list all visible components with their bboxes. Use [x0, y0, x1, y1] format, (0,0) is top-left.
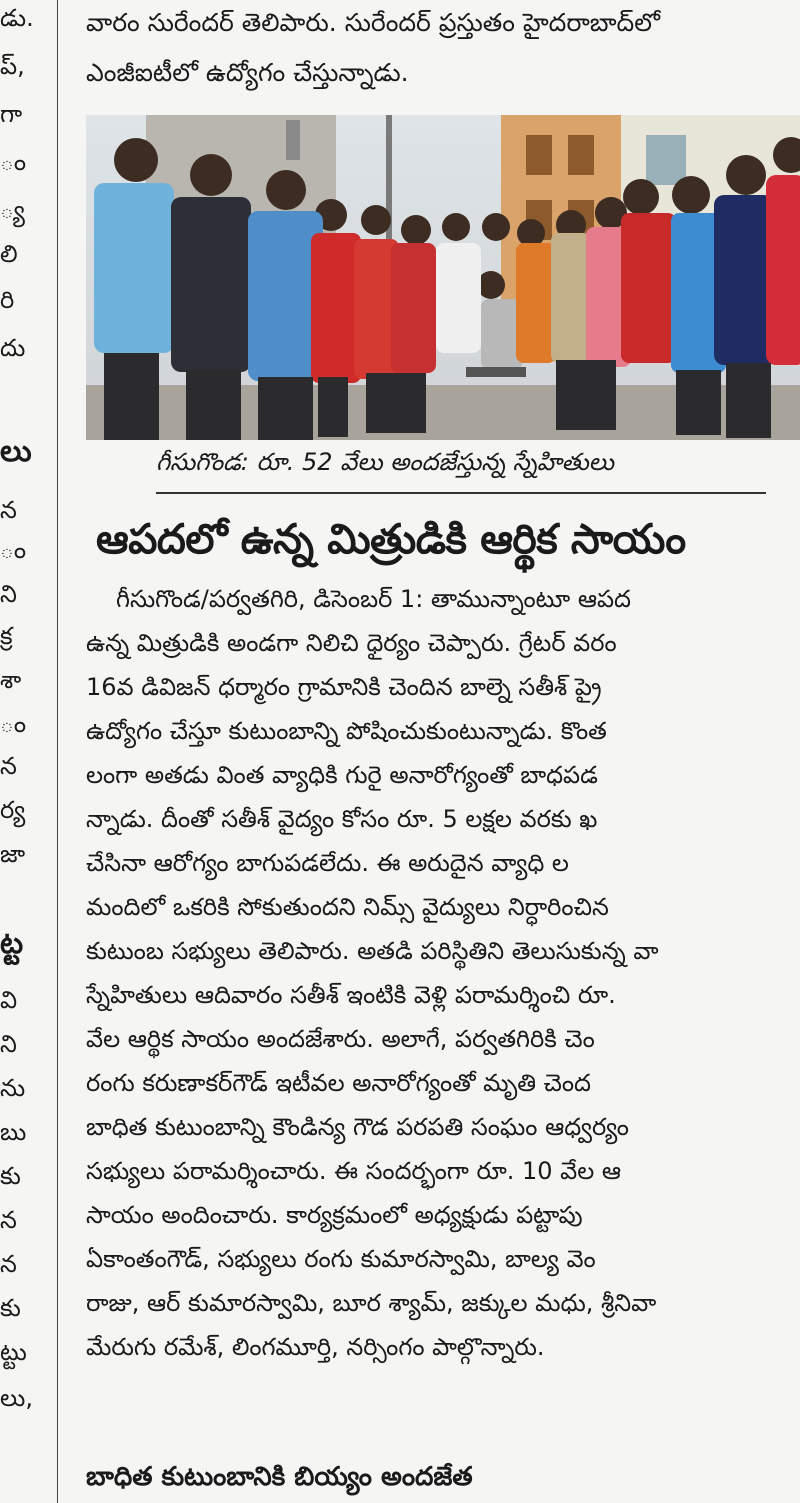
column-fragment: ను [0, 1074, 26, 1102]
column-fragment: ని [0, 580, 17, 608]
article-paragraph-line: రాజు, ఆర్ కుమారస్వామి, బూర శ్యామ్, జక్కుల మధు, శ్రీనివా [86, 1289, 657, 1317]
column-fragment: న [0, 752, 17, 780]
photo-caption: గీసుగొండ: రూ. 52 వేలు అందజేస్తున్న స్నేహితులు [156, 448, 614, 476]
article-paragraph-line: ఉద్యోగం చేస్తూ కుటుంబాన్ని పోషించుకుంటున్నాడు. కొంత [86, 717, 607, 745]
article-paragraph-line: రంగు కరుణాకర్‌గౌడ్ ఇటీవల అనారోగ్యంతో మృతి చెంద [86, 1069, 591, 1097]
article-paragraph-line: సాయం అందించారు. కార్యక్రమంలో అధ్యక్షుడు పట్టాపు [86, 1201, 583, 1229]
column-fragment: దు [0, 334, 26, 362]
column-fragment: గా [0, 100, 23, 128]
column-fragment: న [0, 1250, 17, 1278]
article-paragraph-line: స్నేహితులు ఆదివారం సతీశ్ ఇంటికి వెళ్లి పరామర్శించి రూ. [86, 981, 616, 1009]
column-fragment: కు [0, 1162, 21, 1190]
article-paragraph-line: లంగా అతడు వింత వ్యాధికి గురై అనారోగ్యంతో బాధపడ [86, 761, 598, 789]
article-paragraph-line: సభ్యులు పరామర్శించారు. ఈ సందర్భంగా రూ. 10 వేల ఆ [86, 1157, 622, 1185]
adjacent-column-fragment [0, 0, 52, 1503]
caption-underline [156, 492, 766, 494]
column-fragment: ని [0, 1030, 17, 1058]
column-fragment: లు, [0, 1384, 33, 1412]
column-fragment: కు [0, 1294, 21, 1322]
article-paragraph-line: కుటుంబ సభ్యులు తెలిపారు. అతడి పరిస్థితిని తెలుసుకున్న వా [86, 937, 659, 965]
article-column [86, 0, 800, 1503]
article-headline: ఆపదలో ఉన్న మిత్రుడికి ఆర్థిక సాయం [96, 515, 686, 563]
column-fragment: వి [0, 986, 18, 1014]
article-paragraph-line: బాధిత కుటుంబాన్ని కౌండిన్య గౌడ పరపతి సంఘం ఆధ్వర్యం [86, 1113, 629, 1141]
column-fragment: డు. [0, 4, 34, 32]
column-fragment: బు [0, 1118, 27, 1146]
column-fragment: ం [0, 710, 27, 738]
news-photo [86, 115, 800, 440]
column-fragment: ం [0, 536, 27, 564]
column-fragment: ప్, [0, 52, 25, 80]
column-fragment: ం [0, 148, 27, 176]
previous-article-line: వారం సురేందర్ తెలిపారు. సురేందర్ ప్రస్తుతం హైదరాబాద్‌లో [86, 8, 660, 37]
article-paragraph-line: ఏకాంతంగౌడ్, సభ్యులు రంగు కుమారస్వామి, బాల్య వెం [86, 1245, 596, 1273]
column-fragment: రి [0, 286, 15, 314]
article-paragraph-line: మేరుగు రమేశ్, లింగమూర్తి, నర్సింగం పాల్గొన్నారు. [86, 1333, 545, 1361]
article-subheading: బాధిత కుటుంబానికి బియ్యం అందజేత [86, 1462, 473, 1492]
article-paragraph-line: ఉన్న మిత్రుడికి అండగా నిలిచి ధైర్యం చెప్పారు. గ్రేటర్ వరం [86, 629, 617, 657]
group-photo-illustration [86, 115, 800, 440]
article-paragraph-line: 16వ డివిజన్ ధర్మారం గ్రామానికి చెందిన బాల్నె సతీశ్ ప్రై [86, 673, 602, 701]
column-fragment: లి [0, 240, 18, 268]
article-paragraph-line: గీసుగొండ/పర్వతగిరి, డిసెంబర్ 1: తామున్నాంటూ ఆపద [116, 585, 631, 613]
column-fragment: శా [0, 666, 22, 694]
column-fragment: లు [0, 434, 32, 469]
column-fragment: ర్య [0, 796, 26, 824]
column-fragment: న [0, 496, 17, 524]
article-paragraph-line: న్నాడు. దీంతో సతీశ్ వైద్యం కోసం రూ. 5 లక్షల వరకు ఖ [86, 805, 598, 833]
article-paragraph-line: మందిలో ఒకరికి సోకుతుందని నిమ్స్ వైద్యులు నిర్ధారించిన [86, 893, 609, 921]
article-paragraph-line: చేసినా ఆరోగ్యం బాగుపడలేదు. ఈ అరుదైన వ్యాధి ల [86, 849, 569, 877]
column-fragment: న [0, 1206, 17, 1234]
article-paragraph-line: వేల ఆర్థిక సాయం అందజేశారు. అలాగే, పర్వతగిరికి చెం [86, 1025, 595, 1053]
column-fragment: ట్ట [0, 926, 24, 961]
column-fragment: క్ర [0, 622, 13, 650]
column-fragment: ట్టు [0, 1338, 27, 1366]
column-fragment: ్య [0, 196, 25, 224]
column-fragment: జా [0, 840, 26, 868]
previous-article-line: ఎంజీఐటీలో ఉద్యోగం చేస్తున్నాడు. [86, 58, 409, 87]
column-divider [57, 0, 58, 1503]
